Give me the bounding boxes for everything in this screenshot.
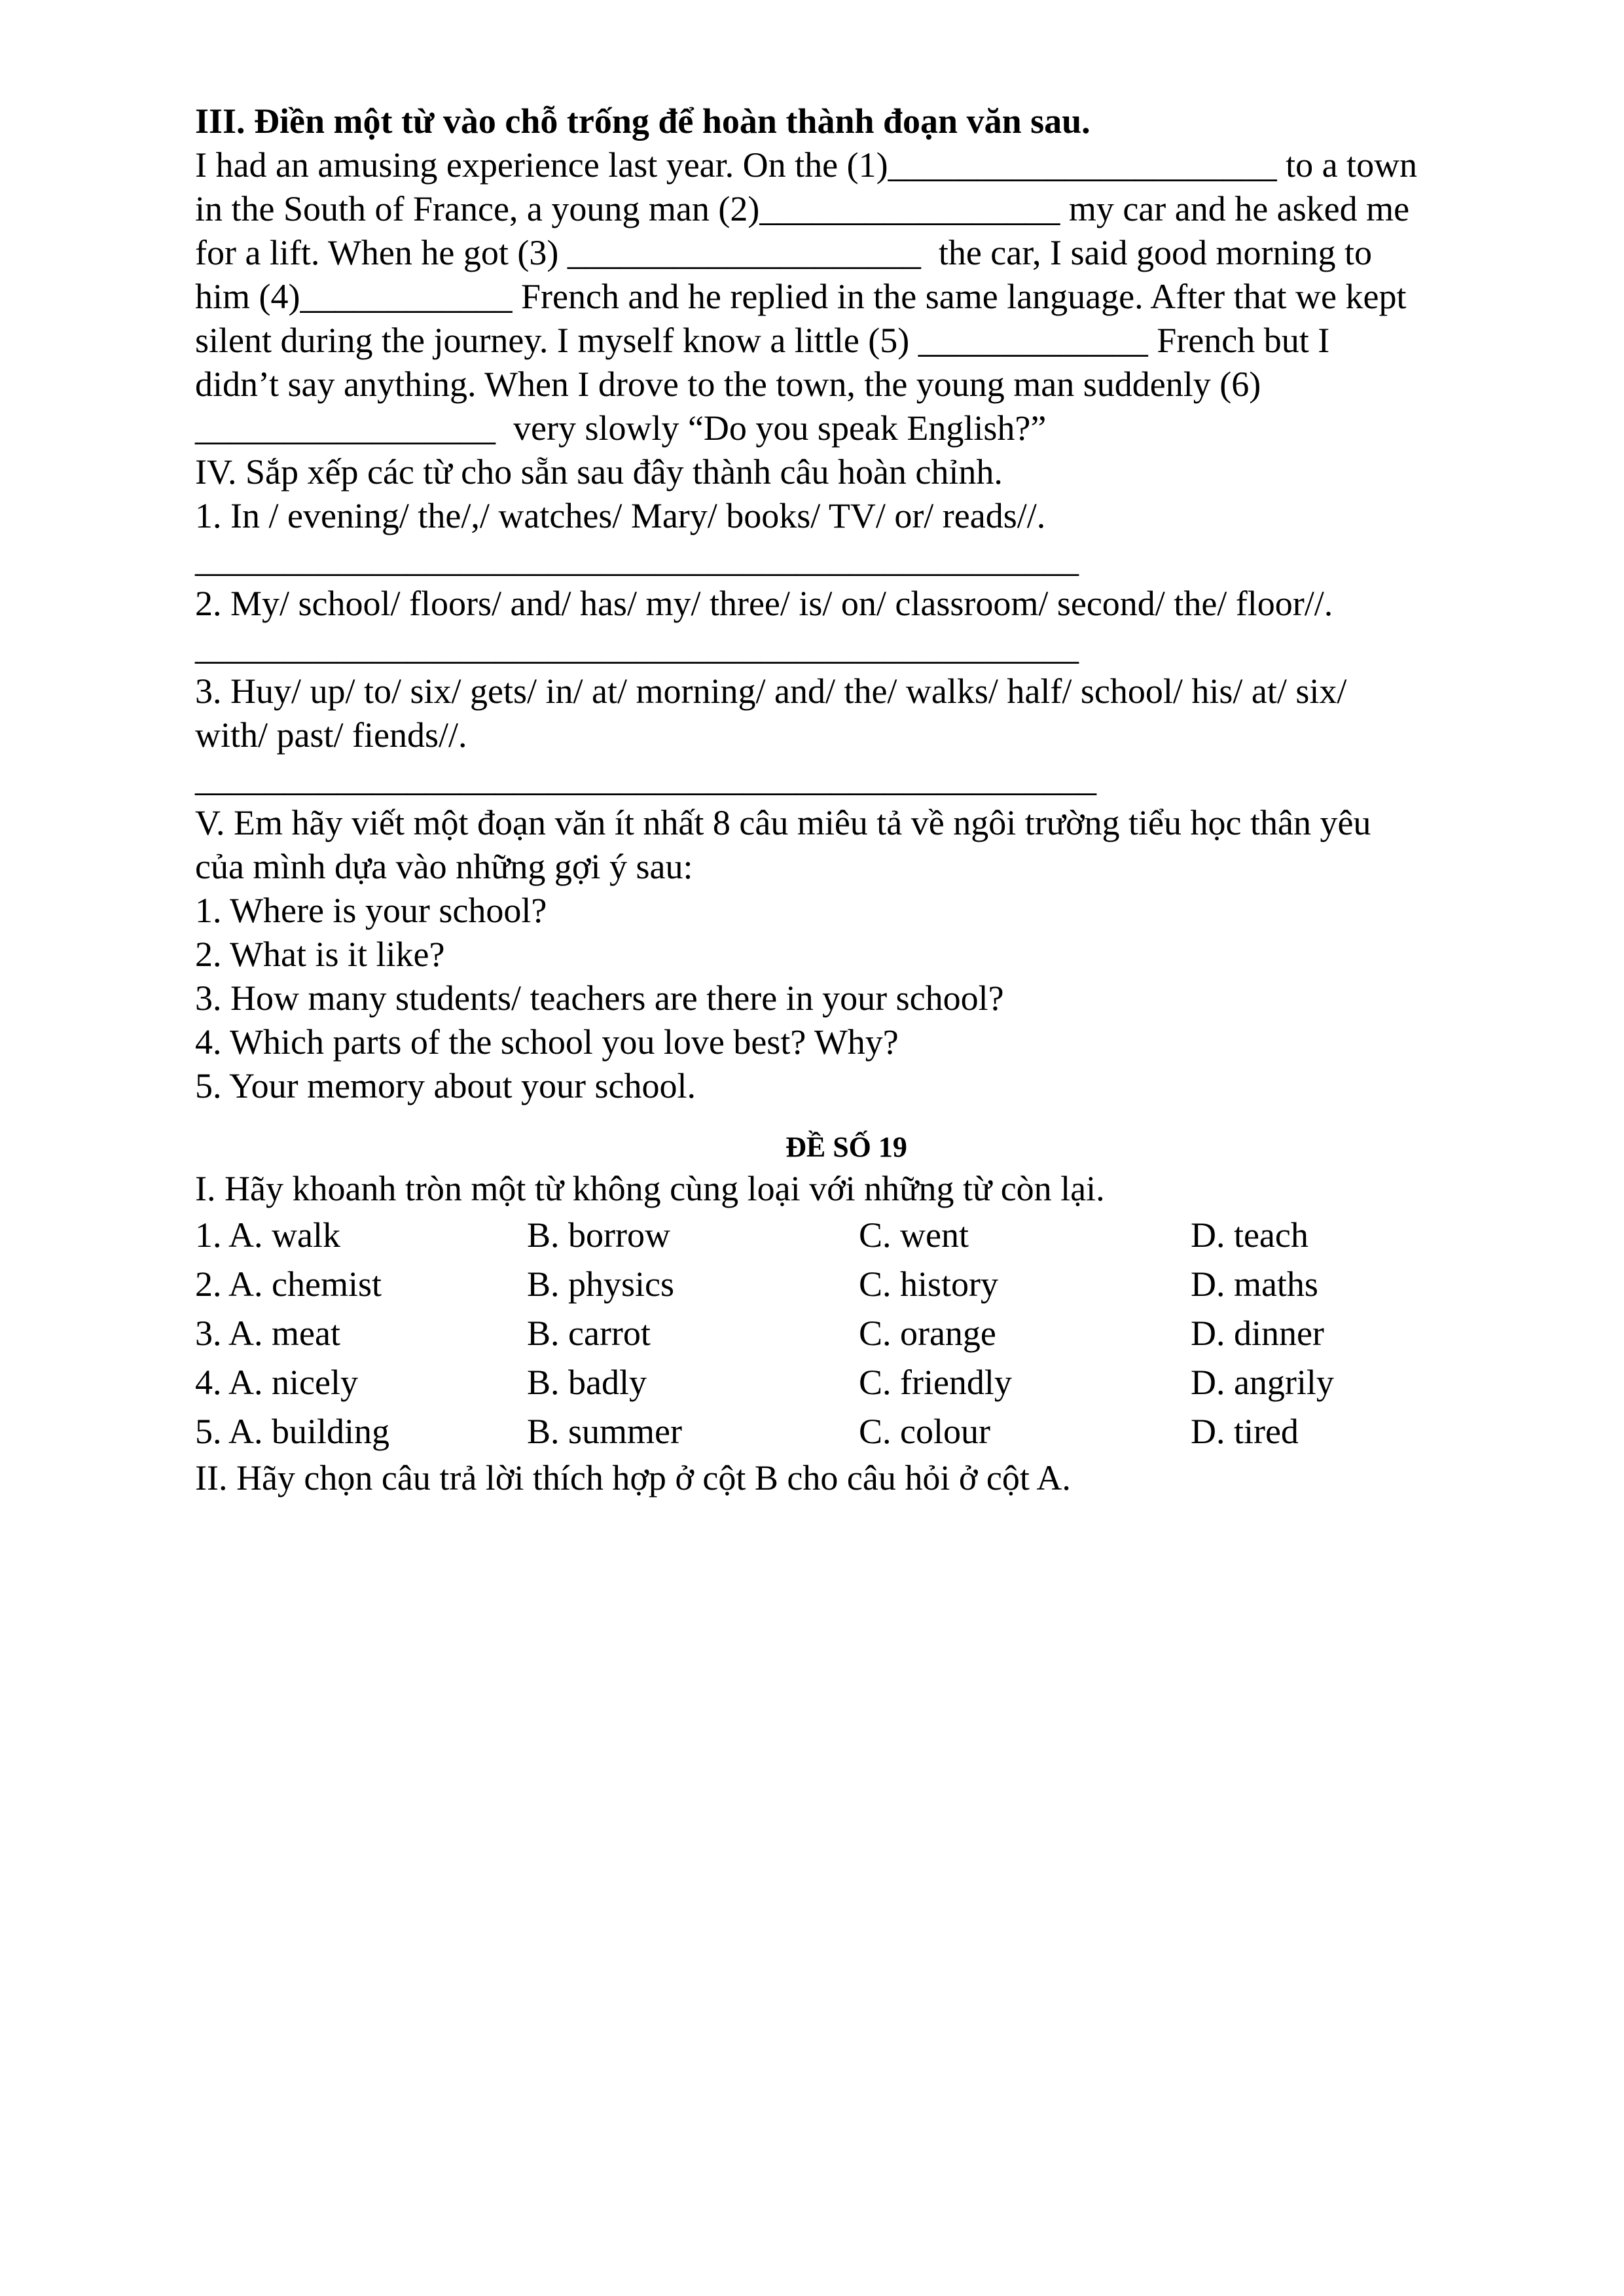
reorder-item: 3. Huy/ up/ to/ six/ gets/ in/ at/ morning/ and/ the/ walks/ half/ school/ his/ at/ six/ — [195, 672, 1347, 711]
guide-question: 2. What is it like? — [195, 935, 445, 974]
paragraph-line: silent during the journey. I myself know a little (5) _____________ French but I — [195, 321, 1330, 360]
exam-heading: ĐỀ SỐ 19 — [785, 1131, 907, 1163]
section-3-title: III. Điền một từ vào chỗ trống để hoàn thành đoạn văn sau. — [195, 101, 1091, 141]
option-a: 1. A. walk — [195, 1215, 340, 1255]
option-c: C. orange — [858, 1314, 996, 1353]
option-d: D. dinner — [1190, 1314, 1324, 1353]
guide-question: 5. Your memory about your school. — [195, 1066, 696, 1105]
option-d: D. tired — [1190, 1412, 1299, 1451]
section-5-title: V. Em hãy viết một đoạn văn ít nhất 8 câu miêu tả về ngôi trường tiểu học thân yêu — [195, 803, 1371, 842]
option-a: 5. A. building — [195, 1412, 390, 1451]
paragraph-line: _________________ very slowly “Do you speak English?” — [195, 408, 1047, 448]
option-b: B. carrot — [526, 1314, 651, 1353]
question-row — [195, 1309, 1498, 1358]
answer-line: ___________________________________________________ — [195, 759, 1096, 798]
guide-question: 1. Where is your school? — [195, 891, 547, 930]
option-d: D. teach — [1190, 1215, 1308, 1255]
part-1-title: I. Hãy khoanh tròn một từ không cùng loại với những từ còn lại. — [195, 1169, 1105, 1208]
option-c: C. friendly — [858, 1363, 1012, 1402]
paragraph-line: didn’t say anything. When I drove to the town, the young man suddenly (6) — [195, 365, 1261, 404]
answer-line: __________________________________________________ — [195, 628, 1079, 667]
option-d: D. angrily — [1190, 1363, 1334, 1402]
section-5-title-cont: của mình dựa vào những gợi ý sau: — [195, 847, 693, 886]
option-b: B. badly — [526, 1363, 647, 1402]
question-row — [195, 1407, 1498, 1456]
option-b: B. summer — [526, 1412, 682, 1451]
option-b: B. physics — [526, 1265, 675, 1304]
paragraph-line: I had an amusing experience last year. On the (1)______________________ to a town — [195, 145, 1418, 185]
option-a: 4. A. nicely — [195, 1363, 358, 1402]
question-row — [195, 1211, 1498, 1260]
reorder-item: 1. In / evening/ the/,/ watches/ Mary/ books/ TV/ or/ reads//. — [195, 496, 1046, 535]
paragraph-line: for a lift. When he got (3) ____________________ the car, I said good morning to — [195, 233, 1373, 272]
option-d: D. maths — [1190, 1265, 1318, 1304]
option-a: 3. A. meat — [195, 1314, 340, 1353]
reorder-item: with/ past/ fiends//. — [195, 715, 467, 755]
option-c: C. history — [858, 1265, 998, 1304]
option-b: B. borrow — [526, 1215, 670, 1255]
option-a: 2. A. chemist — [195, 1265, 382, 1304]
guide-question: 4. Which parts of the school you love best? Why? — [195, 1022, 899, 1062]
option-c: C. went — [858, 1215, 969, 1255]
part-2-title: II. Hãy chọn câu trả lời thích hợp ở cột B cho câu hỏi ở cột A. — [195, 1458, 1071, 1498]
paragraph-line: him (4)____________ French and he replied in the same language. After that we kept — [195, 277, 1407, 316]
option-c: C. colour — [858, 1412, 990, 1451]
answer-line: __________________________________________________ — [195, 540, 1079, 579]
section-4-title: IV. Sắp xếp các từ cho sẵn sau đây thành câu hoàn chỉnh. — [195, 452, 1003, 492]
reorder-item: 2. My/ school/ floors/ and/ has/ my/ three/ is/ on/ classroom/ second/ the/ floor//. — [195, 584, 1333, 623]
question-row — [195, 1358, 1498, 1407]
question-row — [195, 1260, 1498, 1309]
page-content — [195, 99, 1498, 1500]
paragraph-line: in the South of France, a young man (2)_________________ my car and he asked me — [195, 189, 1410, 228]
guide-question: 3. How many students/ teachers are there in your school? — [195, 978, 1004, 1018]
